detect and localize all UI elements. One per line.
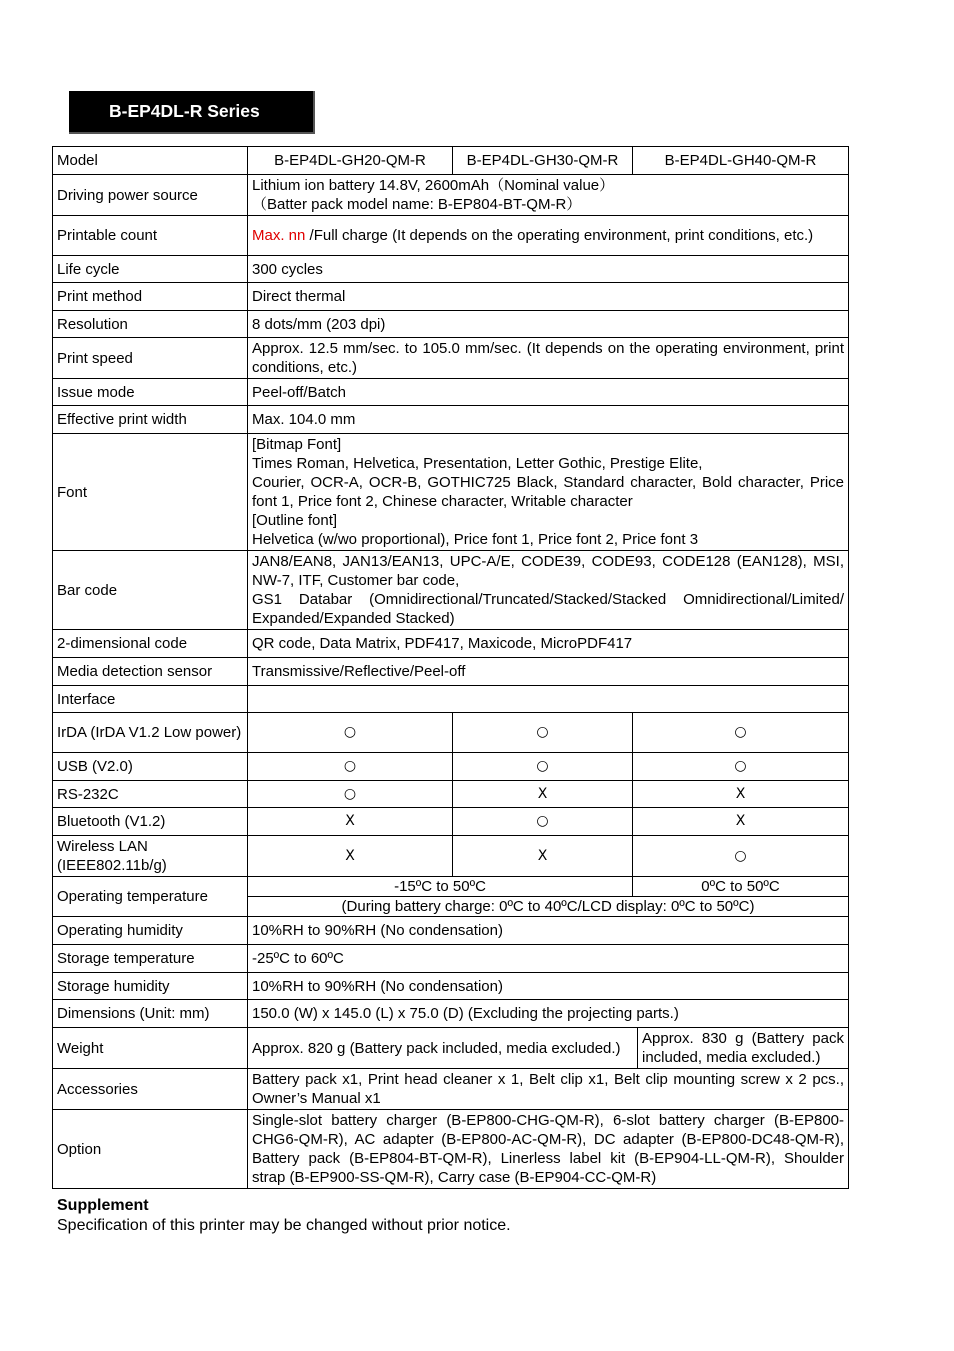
value-resolution: 8 dots/mm (203 dpi) [248,311,849,338]
driving-power-line-1: Lithium ion battery 14.8V, 2600mAh（Nominal value） [252,177,615,194]
rs232c-mark-2: X [453,781,633,808]
row-dimensions [53,1000,849,1028]
font-line-2: Times Roman, Helvetica, Presentation, Letter Gothic, Prestige Elite, [252,455,703,472]
value-life-cycle: 300 cycles [248,256,849,283]
supplement-heading: Supplement [57,1197,149,1214]
value-bar-code [248,551,849,630]
value-issue-mode: Peel-off/Batch [248,379,849,406]
rs232c-mark-3: X [633,781,849,808]
irda-mark-1: ○ [248,713,453,753]
driving-power-line-2: （Batter pack model name: B-EP804-BT-QM-R） [252,196,582,213]
interface-irda: IrDA (IrDA V1.2 Low power) [53,713,248,753]
usb-mark-1: ○ [248,753,453,781]
font-line-3: Courier, OCR-A, OCR-B, GOTHIC725 Black, Standard character, Bold character, Price font 1, Price font 2, Chinese character, Writable character [252,474,844,510]
interface-wlan: Wireless LAN (IEEE802.11b/g) [53,836,248,877]
op-temp-b: 0ºC to 50ºC [633,877,849,897]
row-weight [53,1028,849,1069]
row-interface-wlan [53,836,849,877]
label-op-temp: Operating temperature [53,877,248,917]
row-op-humidity [53,917,849,945]
font-line-5: Helvetica (w/wo proportional), Price font 1, Price font 2, Price font 3 [252,531,699,548]
row-font [53,434,849,551]
value-accessories: Battery pack x1, Print head cleaner x 1, Belt clip x1, Belt clip mounting screw x 2 pcs., Owner’s Manual x1 [248,1069,849,1110]
bar-code-line-2: GS1 Databar (Omnidirectional/Truncated/Stacked/Stacked Omnidirectional/Limited/ Expanded/Expanded Stacked) [252,591,844,627]
row-print-method [53,283,849,311]
label-font: Font [53,434,248,551]
row-driving-power [53,175,849,216]
bar-code-line-1: JAN8/EAN8, JAN13/EAN13, UPC-A/E, CODE39, CODE93, CODE128 (EAN128), MSI, NW-7, ITF, Customer bar code, [252,553,844,589]
row-st-temp [53,945,849,973]
label-dimensions: Dimensions (Unit: mm) [53,1000,248,1028]
op-temp-a: -15ºC to 50ºC [248,877,633,897]
label-weight: Weight [53,1028,248,1069]
bluetooth-mark-3: X [633,808,849,836]
row-model [53,147,849,175]
value-dimensions: 150.0 (W) x 145.0 (L) x 75.0 (D) (Excluding the projecting parts.) [248,1000,849,1028]
value-2d-code: QR code, Data Matrix, PDF417, Maxicode, MicroPDF417 [248,630,849,658]
label-print-method: Print method [53,283,248,311]
wlan-mark-2: X [453,836,633,877]
font-line-4: [Outline font] [252,512,338,529]
interface-usb: USB (V2.0) [53,753,248,781]
row-option [53,1110,849,1189]
model-2: B-EP4DL-GH30-QM-R [453,147,633,175]
row-bar-code [53,551,849,630]
value-print-speed: Approx. 12.5 mm/sec. to 105.0 mm/sec. (It depends on the operating environment, print conditions, etc.) [248,338,849,379]
value-st-humidity: 10%RH to 90%RH (No condensation) [248,973,849,1000]
row-2d-code [53,630,849,658]
label-media-sensor: Media detection sensor [53,658,248,686]
weight-a: Approx. 820 g (Battery pack included, media excluded.) [248,1028,638,1069]
label-life-cycle: Life cycle [53,256,248,283]
label-bar-code: Bar code [53,551,248,630]
value-st-temp: -25ºC to 60ºC [248,945,849,973]
row-op-temp [53,877,849,897]
usb-mark-2: ○ [453,753,633,781]
row-st-humidity [53,973,849,1000]
series-title: B-EP4DL-R Series [109,101,260,121]
value-driving-power [248,175,849,216]
value-print-method: Direct thermal [248,283,849,311]
label-driving-power: Driving power source [53,175,248,216]
value-printable-count [248,216,849,256]
value-font [248,434,849,551]
row-life-cycle [53,256,849,283]
label-print-speed: Print speed [53,338,248,379]
rs232c-mark-1: ○ [248,781,453,808]
value-print-width: Max. 104.0 mm [248,406,849,434]
label-resolution: Resolution [53,311,248,338]
wlan-mark-1: X [248,836,453,877]
row-interface-rs232c [53,781,849,808]
row-accessories [53,1069,849,1110]
row-interface [53,686,849,713]
weight-b: Approx. 830 g (Battery pack included, media excluded.) [638,1028,849,1069]
row-print-width [53,406,849,434]
value-media-sensor: Transmissive/Reflective/Peel-off [248,658,849,686]
row-interface-bluetooth [53,808,849,836]
label-model: Model [53,147,248,175]
supplement [57,1196,511,1236]
row-print-speed [53,338,849,379]
label-2d-code: 2-dimensional code [53,630,248,658]
label-interface: Interface [53,686,248,713]
font-line-1: [Bitmap Font] [252,436,342,453]
label-print-width: Effective print width [53,406,248,434]
label-st-temp: Storage temperature [53,945,248,973]
printable-count-detail: /Full charge (It depends on the operating environment, print conditions, etc.) [305,227,814,244]
value-option: Single-slot battery charger (B-EP800-CHG-QM-R), 6-slot battery charger (B-EP800-CHG6-QM-R), AC adapter (B-EP800-AC-QM-R), DC adapter (B-EP800-DC48-QM-R), Battery pack (B-EP804-BT-QM-R), Linerless label kit (B-EP904-LL-QM-R), Shoulder strap (B-EP900-SS-QM-R), Carry case (B-EP904-CC-QM-R) [248,1110,849,1189]
row-interface-usb [53,753,849,781]
interface-bluetooth: Bluetooth (V1.2) [53,808,248,836]
value-op-humidity: 10%RH to 90%RH (No condensation) [248,917,849,945]
spec-table [52,146,849,1189]
bluetooth-mark-2: ○ [453,808,633,836]
usb-mark-3: ○ [633,753,849,781]
interface-rs232c: RS-232C [53,781,248,808]
label-op-humidity: Operating humidity [53,917,248,945]
printable-count-max: Max. nn [252,227,306,244]
label-printable-count: Printable count [53,216,248,256]
supplement-text: Specification of this printer may be changed without prior notice. [57,1217,511,1234]
label-option: Option [53,1110,248,1189]
row-interface-irda [53,713,849,753]
value-interface-empty [248,686,849,713]
wlan-mark-3: ○ [633,836,849,877]
row-media-sensor [53,658,849,686]
row-issue-mode [53,379,849,406]
bluetooth-mark-1: X [248,808,453,836]
label-issue-mode: Issue mode [53,379,248,406]
model-3: B-EP4DL-GH40-QM-R [633,147,849,175]
label-accessories: Accessories [53,1069,248,1110]
op-temp-note: (During battery charge: 0ºC to 40ºC/LCD display: 0ºC to 50ºC) [248,897,849,917]
series-title-box [69,91,315,134]
label-st-humidity: Storage humidity [53,973,248,1000]
row-printable-count [53,216,849,256]
model-1: B-EP4DL-GH20-QM-R [248,147,453,175]
row-resolution [53,311,849,338]
irda-mark-2: ○ [453,713,633,753]
irda-mark-3: ○ [633,713,849,753]
